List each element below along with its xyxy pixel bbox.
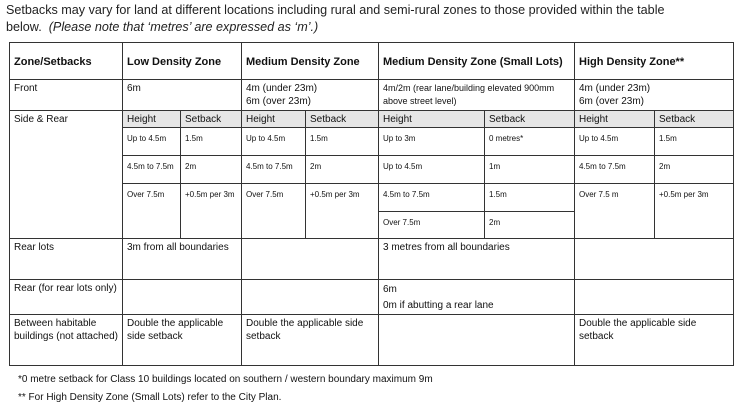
- between-medium: Double the applicable side setback: [242, 315, 379, 366]
- front-medium-line-1: 4m (under 23m): [246, 83, 318, 94]
- header-row: [10, 43, 734, 80]
- intro-line-2-start: below.: [6, 20, 42, 34]
- rear-for-rear-lots-medium: [242, 280, 379, 315]
- rear-for-rear-lots-high: [575, 280, 734, 315]
- footnote-1: *0 metre setback for Class 10 buildings located on southern / western boundary maximum 9m: [18, 374, 433, 385]
- setbacks-table: [9, 42, 734, 366]
- medium-small-height-4: Over 7.5m: [379, 212, 485, 239]
- rear-for-rear-lots-line-1: 6m: [383, 284, 397, 295]
- front-medium: [242, 80, 379, 111]
- medium-setback-1: 1.5m: [306, 128, 379, 156]
- high-setback-1: 1.5m: [655, 128, 734, 156]
- medium-setback-3: +0.5m per 3m: [306, 184, 379, 239]
- intro-paragraph: [6, 2, 741, 36]
- high-height-3: Over 7.5 m: [575, 184, 655, 239]
- row-label-front: Front: [10, 80, 123, 111]
- front-medium-line-2: 6m (over 23m): [246, 96, 312, 107]
- medium-small-setback-header: Setback: [485, 111, 575, 128]
- rear-lots-medium: [242, 239, 379, 280]
- rear-for-rear-lots-medium-small: [379, 280, 575, 315]
- low-setback-3: +0.5m per 3m: [181, 184, 242, 239]
- front-high-line-2: 6m (over 23m): [579, 96, 645, 107]
- medium-small-setback-2: 1m: [485, 156, 575, 184]
- low-height-1: Up to 4.5m: [123, 128, 181, 156]
- row-label-side-rear: Side & Rear: [10, 111, 123, 239]
- medium-height-header: Height: [242, 111, 306, 128]
- medium-small-height-3: 4.5m to 7.5m: [379, 184, 485, 212]
- medium-setback-2: 2m: [306, 156, 379, 184]
- low-setback-1: 1.5m: [181, 128, 242, 156]
- front-low: 6m: [123, 80, 242, 111]
- medium-small-height-2: Up to 4.5m: [379, 156, 485, 184]
- medium-small-setback-3: 1.5m: [485, 184, 575, 212]
- row-side-rear-header: [10, 111, 734, 128]
- low-setback-2: 2m: [181, 156, 242, 184]
- between-medium-small: [379, 315, 575, 366]
- medium-small-height-header: Height: [379, 111, 485, 128]
- medium-small-height-1: Up to 3m: [379, 128, 485, 156]
- row-front: [10, 80, 734, 111]
- header-zone-setbacks: Zone/Setbacks: [10, 43, 123, 80]
- rear-lots-high: [575, 239, 734, 280]
- low-setback-header: Setback: [181, 111, 242, 128]
- high-height-header: Height: [575, 111, 655, 128]
- front-high-line-1: 4m (under 23m): [579, 83, 651, 94]
- medium-small-setback-1: 0 metres*: [485, 128, 575, 156]
- high-setback-3: +0.5m per 3m: [655, 184, 734, 239]
- row-label-rear-lots: Rear lots: [10, 239, 123, 280]
- front-medium-small: 4m/2m (rear lane/building elevated 900mm above street level): [379, 80, 575, 111]
- header-high-density: High Density Zone**: [575, 43, 734, 80]
- high-setback-header: Setback: [655, 111, 734, 128]
- header-medium-density-small-lots: Medium Density Zone (Small Lots): [379, 43, 575, 80]
- rear-for-rear-lots-low: [123, 280, 242, 315]
- row-label-between-buildings: Between habitable buildings (not attached): [10, 315, 123, 366]
- rear-for-rear-lots-line-2: 0m if abutting a rear lane: [383, 300, 494, 311]
- high-height-1: Up to 4.5m: [575, 128, 655, 156]
- between-high: Double the applicable side setback: [575, 315, 734, 366]
- medium-height-2: 4.5m to 7.5m: [242, 156, 306, 184]
- rear-lots-medium-small: 3 metres from all boundaries: [379, 239, 575, 280]
- intro-line-1: Setbacks may vary for land at different locations including rural and semi-rural zones to those provided within the table: [6, 3, 665, 17]
- medium-height-1: Up to 4.5m: [242, 128, 306, 156]
- low-height-header: Height: [123, 111, 181, 128]
- low-height-3: Over 7.5m: [123, 184, 181, 239]
- intro-line-2: [6, 19, 741, 36]
- medium-height-3: Over 7.5m: [242, 184, 306, 239]
- high-setback-2: 2m: [655, 156, 734, 184]
- high-height-2: 4.5m to 7.5m: [575, 156, 655, 184]
- row-label-rear-for-rear-lots: Rear (for rear lots only): [10, 280, 123, 315]
- header-medium-density: Medium Density Zone: [242, 43, 379, 80]
- rear-lots-low: 3m from all boundaries: [123, 239, 242, 280]
- footnote-2: ** For High Density Zone (Small Lots) refer to the City Plan.: [18, 392, 282, 403]
- row-rear-for-rear-lots: [10, 280, 734, 315]
- medium-small-setback-4: 2m: [485, 212, 575, 239]
- row-between-buildings: [10, 315, 734, 366]
- row-rear-lots: [10, 239, 734, 280]
- between-low: Double the applicable side setback: [123, 315, 242, 366]
- front-high: [575, 80, 734, 111]
- low-height-2: 4.5m to 7.5m: [123, 156, 181, 184]
- header-low-density: Low Density Zone: [123, 43, 242, 80]
- intro-note: (Please note that ‘metres’ are expressed as ‘m’.): [48, 20, 319, 34]
- medium-setback-header: Setback: [306, 111, 379, 128]
